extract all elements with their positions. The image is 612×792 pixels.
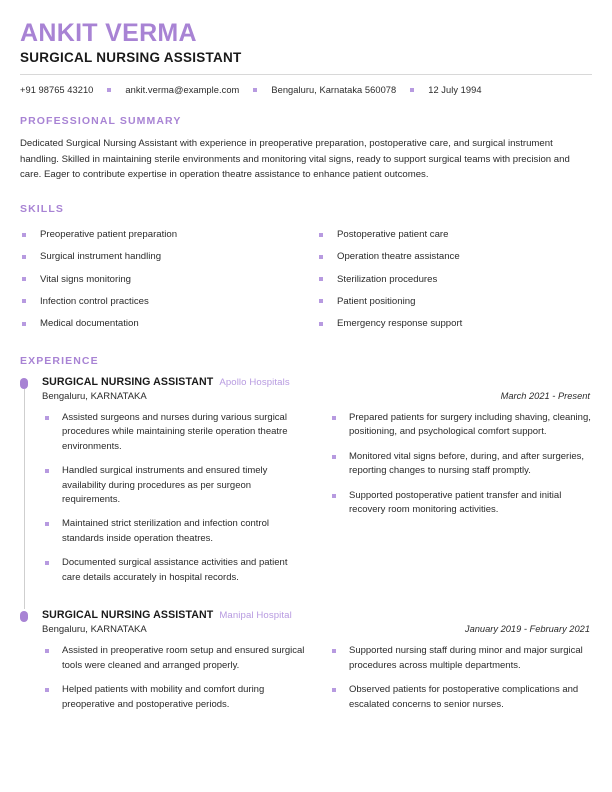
experience-company: Apollo Hospitals xyxy=(219,376,290,388)
bullet-square-icon xyxy=(319,233,323,237)
skills-grid xyxy=(20,224,592,335)
contact-location: Bengaluru, Karnataka 560078 xyxy=(271,85,397,96)
experience-bullet-text: Documented surgical assistance activities and patient care details accurately in hospital records. xyxy=(62,557,288,583)
skill-item xyxy=(317,290,592,312)
experience-bullet xyxy=(42,644,305,673)
experience-bullets xyxy=(42,411,592,595)
section-experience xyxy=(20,355,592,722)
bullet-square-icon xyxy=(332,688,336,692)
summary-text: Dedicated Surgical Nursing Assistant with experience in preoperative preparation, postoperative care, and surgical instrument handling. Skilled in maintaining sterile environments and monitoring vital signs, ready to support surgical teams with precision and care. Eager to contribute expertise in operation theatre assistance to enhance patient outcomes. xyxy=(20,138,570,181)
experience-role: SURGICAL NURSING ASSISTANT xyxy=(42,375,214,388)
experience-heading xyxy=(42,609,592,621)
bullet-square-icon xyxy=(45,561,49,565)
experience-company: Manipal Hospital xyxy=(219,610,292,622)
experience-role: SURGICAL NURSING ASSISTANT xyxy=(42,609,214,622)
skill-label: Medical documentation xyxy=(40,318,139,330)
candidate-title: SURGICAL NURSING ASSISTANT xyxy=(20,50,242,66)
separator-square-icon xyxy=(253,88,257,92)
contact-phone: +91 98765 43210 xyxy=(20,85,94,96)
timeline-marker-icon xyxy=(20,378,28,389)
bullet-square-icon xyxy=(332,649,336,653)
bullet-square-icon xyxy=(45,416,49,420)
experience-bullet xyxy=(42,683,305,712)
experience-bullet-text: Monitored vital signs before, during, and after surgeries, reporting changes to nursing staff promptly. xyxy=(349,450,584,477)
experience-meta xyxy=(42,391,592,402)
header-divider xyxy=(20,74,592,75)
timeline-marker-icon xyxy=(20,611,28,622)
bullet-square-icon xyxy=(22,255,26,259)
bullet-square-icon xyxy=(332,455,336,459)
experience-bullets-right xyxy=(329,644,592,722)
bullet-square-icon xyxy=(319,255,323,259)
experience-bullet xyxy=(329,683,592,712)
experience-bullet-text: Assisted in preoperative room setup and ensured surgical tools were cleaned and arranged properly. xyxy=(62,645,305,671)
contact-email[interactable]: ankit.verma@example.com xyxy=(125,85,240,96)
experience-bullets-left xyxy=(42,411,305,595)
skill-label: Postoperative patient care xyxy=(337,229,449,241)
experience-bullet-text: Supported postoperative patient transfer and initial recovery room monitoring activities. xyxy=(349,489,562,516)
bullet-square-icon xyxy=(45,522,49,526)
separator-square-icon xyxy=(410,88,414,92)
experience-bullet-text: Handled surgical instruments and ensured timely availability during procedures as per surgeon requirements. xyxy=(62,465,268,506)
skill-label: Operation theatre assistance xyxy=(337,251,460,263)
section-title-skills: SKILLS xyxy=(20,202,64,215)
experience-bullet-text: Maintained strict sterilization and infection control standards inside operation theatres. xyxy=(62,518,269,544)
skill-label: Sterilization procedures xyxy=(337,273,438,285)
skill-item xyxy=(20,313,295,335)
skill-label: Preoperative patient preparation xyxy=(40,229,178,241)
experience-bullet xyxy=(329,489,592,518)
contact-line xyxy=(20,85,592,95)
skill-item xyxy=(20,224,295,246)
bullet-square-icon xyxy=(319,299,323,303)
timeline-line xyxy=(24,389,25,609)
section-title-summary: PROFESSIONAL SUMMARY xyxy=(20,115,182,128)
skill-label: Surgical instrument handling xyxy=(40,251,162,263)
experience-bullet-text: Assisted surgeons and nurses during various surgical procedures while maintaining sterile operation theatre environments. xyxy=(62,411,288,452)
experience-bullet-text: Observed patients for postoperative complications and escalated concerns to senior nurses. xyxy=(349,684,579,710)
bullet-square-icon xyxy=(45,688,49,692)
experience-location: Bengaluru, KARNATAKA xyxy=(42,390,147,402)
experience-bullet xyxy=(42,411,305,454)
bullet-square-icon xyxy=(319,322,323,326)
experience-bullets-right xyxy=(329,411,592,595)
skill-label: Emergency response support xyxy=(337,318,463,330)
experience-entry xyxy=(20,376,592,595)
bullet-square-icon xyxy=(22,277,26,281)
candidate-name: ANKIT VERMA xyxy=(20,19,197,47)
experience-bullet xyxy=(42,464,305,507)
skill-item xyxy=(317,246,592,268)
separator-square-icon xyxy=(107,88,111,92)
experience-bullets xyxy=(42,644,592,722)
experience-bullet xyxy=(329,450,592,479)
experience-bullet xyxy=(329,411,592,440)
experience-meta xyxy=(42,624,592,635)
experience-dates: March 2021 - Present xyxy=(500,390,590,401)
bullet-square-icon xyxy=(22,322,26,326)
bullet-square-icon xyxy=(45,649,49,653)
resume-header xyxy=(20,20,592,95)
skill-label: Infection control practices xyxy=(40,295,149,307)
bullet-square-icon xyxy=(319,277,323,281)
experience-bullet xyxy=(42,517,305,546)
experience-bullet-text: Supported nursing staff during minor and major surgical procedures across multiple departments. xyxy=(349,645,583,671)
experience-bullet xyxy=(42,556,305,585)
experience-dates: January 2019 - February 2021 xyxy=(464,624,590,635)
experience-bullet-text: Helped patients with mobility and comfort during preoperative and postoperative periods. xyxy=(62,684,265,710)
section-professional-summary xyxy=(20,115,592,183)
experience-location: Bengaluru, KARNATAKA xyxy=(42,624,147,636)
section-title-experience: EXPERIENCE xyxy=(20,354,99,367)
bullet-square-icon xyxy=(45,469,49,473)
experience-bullet xyxy=(329,644,592,673)
skill-item xyxy=(317,313,592,335)
bullet-square-icon xyxy=(332,494,336,498)
experience-entry xyxy=(20,609,592,722)
bullet-square-icon xyxy=(22,299,26,303)
bullet-square-icon xyxy=(332,416,336,420)
contact-birthdate: 12 July 1994 xyxy=(428,85,482,96)
experience-bullet-text: Prepared patients for surgery including shaving, cleaning, positioning, and psychological comfort support. xyxy=(349,411,591,438)
experience-list xyxy=(20,376,592,722)
section-skills xyxy=(20,203,592,335)
skill-item xyxy=(317,268,592,290)
experience-heading xyxy=(42,376,592,388)
skill-label: Patient positioning xyxy=(337,295,416,307)
skill-item xyxy=(20,268,295,290)
skill-label: Vital signs monitoring xyxy=(40,273,132,285)
skill-item xyxy=(317,224,592,246)
experience-bullets-left xyxy=(42,644,305,722)
skill-item xyxy=(20,290,295,312)
skill-item xyxy=(20,246,295,268)
bullet-square-icon xyxy=(22,233,26,237)
